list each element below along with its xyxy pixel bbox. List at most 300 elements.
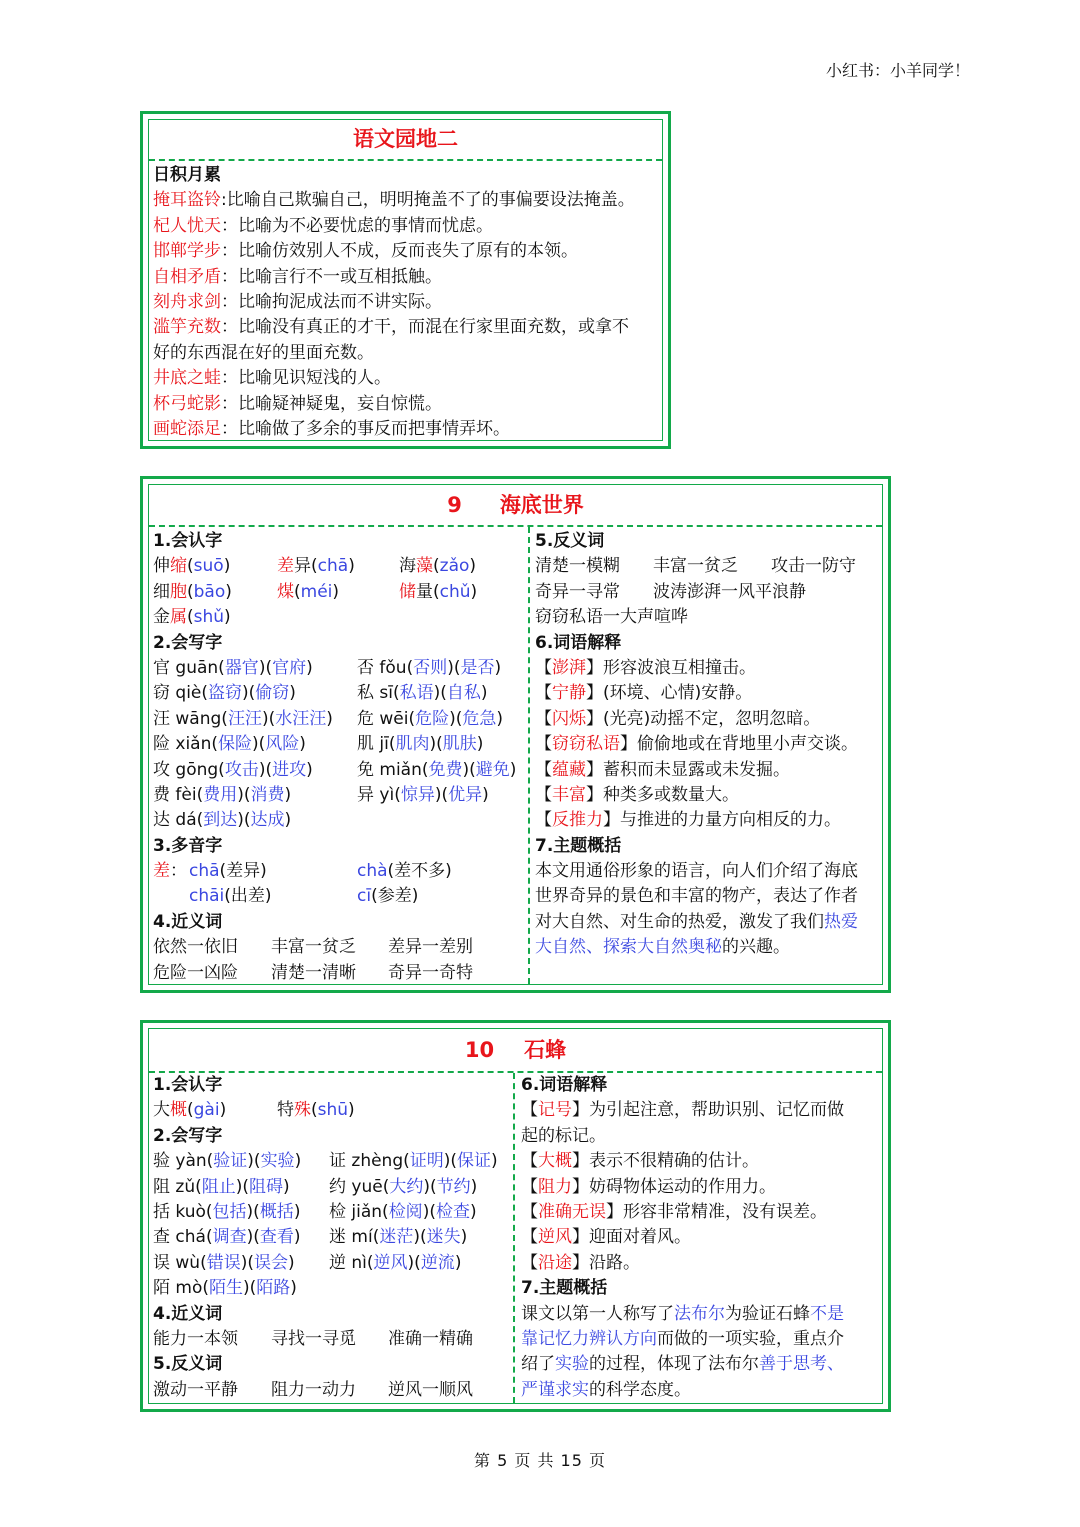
word-explanation-cont xyxy=(521,1124,881,1149)
char-plain: 大 xyxy=(153,1100,170,1121)
bracket: 】 xyxy=(586,657,603,678)
paren: )( xyxy=(422,1201,436,1222)
write-char xyxy=(357,732,483,757)
bracket: 【 xyxy=(535,784,552,805)
word-explanation xyxy=(521,1175,881,1200)
example-word: 陌生 xyxy=(209,1278,244,1299)
section-heading: 5.反义词 xyxy=(153,1354,223,1375)
example-word: 查看 xyxy=(259,1227,294,1248)
char-with-pinyin: 窃 qiè xyxy=(153,683,202,704)
paren: ( xyxy=(366,1252,374,1273)
example-word: 误会 xyxy=(254,1252,288,1273)
char-with-pinyin: 约 yuē xyxy=(329,1176,383,1197)
example-word: 危急 xyxy=(462,708,497,729)
example-word: 达成 xyxy=(250,810,285,831)
bracket: 】 xyxy=(572,1176,589,1197)
paren: ( xyxy=(406,657,414,678)
char-target: 缩 xyxy=(170,556,187,577)
example-word: 到达 xyxy=(203,810,238,831)
paren: )( xyxy=(243,1278,257,1299)
write-char xyxy=(329,1225,467,1250)
bracket: 】 xyxy=(620,734,637,755)
pinyin: chāi xyxy=(189,886,225,907)
word-pair: 清楚一清晰 xyxy=(271,962,356,983)
paren: )( xyxy=(247,1151,261,1172)
idiom-separator: ： xyxy=(221,418,238,439)
recognize-char xyxy=(399,580,477,605)
explanation: 沿路。 xyxy=(589,1252,640,1273)
theme-text: 对大自然、对生命的热爱，激发了我们 xyxy=(535,911,824,932)
example-word: 节约 xyxy=(436,1176,471,1197)
lesson9-right-column xyxy=(535,529,880,961)
bracket: 【 xyxy=(521,1100,538,1121)
theme-line: 世界奇异的景色和丰富的物产，表达了作者 xyxy=(535,886,858,907)
example-word: 概括 xyxy=(259,1201,294,1222)
lesson10-right-column xyxy=(521,1073,881,1403)
example-word: 大约 xyxy=(389,1176,424,1197)
explanation: 种类多或数量大。 xyxy=(603,784,739,805)
bracket: 【 xyxy=(521,1176,538,1197)
write-char xyxy=(357,656,501,681)
recognize-row xyxy=(153,554,525,579)
char-with-pinyin: 阻 zǔ xyxy=(153,1176,196,1197)
theme-keyword: 不是 xyxy=(810,1303,844,1324)
char-target: 差 xyxy=(277,556,294,577)
example-word: 包括 xyxy=(212,1201,247,1222)
paren: ) xyxy=(470,1176,478,1197)
section-heading: 7.主题概括 xyxy=(535,835,622,856)
column-divider xyxy=(513,1073,515,1403)
idiom-term: 掩耳盗铃 xyxy=(153,190,221,211)
section-heading: 4.近义词 xyxy=(153,911,223,932)
word-pair: 依然一依旧 xyxy=(153,937,238,958)
char-close: ) xyxy=(225,581,232,602)
paren: ( xyxy=(200,1252,207,1273)
paren: )( xyxy=(237,784,251,805)
example-word: 私语 xyxy=(399,683,434,704)
word-pair: 奇异一寻常 xyxy=(535,581,620,602)
explanation: (光亮)动摇不定，忽明忽暗。 xyxy=(603,708,821,729)
paren: )( xyxy=(443,1151,458,1172)
char-with-pinyin: 险 xiǎn xyxy=(153,734,212,755)
bracket: 】 xyxy=(572,1100,589,1121)
idiom-separator: ： xyxy=(221,393,238,414)
pinyin: suō xyxy=(193,556,224,577)
pinyin: chā xyxy=(317,556,349,577)
explanation: 与推进的力量方向相反的力。 xyxy=(620,810,841,831)
paren: )( xyxy=(242,683,256,704)
idiom-row xyxy=(153,417,663,442)
char-open: ( xyxy=(433,556,440,577)
bracket: 【 xyxy=(535,810,552,831)
example-word: 肌肉 xyxy=(395,734,430,755)
paren: ( xyxy=(403,1151,410,1172)
theme-keyword: 靠记忆力辨认方向 xyxy=(521,1328,657,1349)
example-word: 否则 xyxy=(413,657,448,678)
idiom-row xyxy=(153,392,663,417)
paren: ( xyxy=(382,1176,390,1197)
example-word: 实验 xyxy=(260,1151,295,1172)
explanation: 形容非常精准，没有误差。 xyxy=(623,1201,827,1222)
explanation: 迎面对着风。 xyxy=(589,1227,691,1248)
char-with-pinyin: 费 fèi xyxy=(153,784,197,805)
word-pair: 攻击一防守 xyxy=(771,556,856,577)
word-explanation xyxy=(535,783,880,808)
explained-word: 宁静 xyxy=(552,683,586,704)
theme-keyword: 善于思考、 xyxy=(759,1354,844,1375)
char-with-pinyin: 达 dá xyxy=(153,810,197,831)
bracket: 【 xyxy=(521,1151,538,1172)
write-char xyxy=(329,1200,477,1225)
paren: ( xyxy=(372,1227,380,1248)
example-word: 自私 xyxy=(446,683,481,704)
write-char xyxy=(357,783,489,808)
polyphone-row xyxy=(153,859,525,884)
example-word: 迷茫 xyxy=(379,1227,414,1248)
polyphone-char: 差 xyxy=(153,861,170,882)
example-word: 阻止 xyxy=(201,1176,236,1197)
example-word: 免费 xyxy=(428,759,463,780)
write-char xyxy=(153,732,306,757)
write-char xyxy=(153,1251,295,1276)
bracket: 【 xyxy=(521,1252,538,1273)
paren: )( xyxy=(258,759,273,780)
recognize-row xyxy=(153,580,525,605)
section-heading: 6.词语解释 xyxy=(535,632,622,653)
word-pair: 差异一差别 xyxy=(388,937,473,958)
paren: ) xyxy=(289,683,296,704)
paren: )( xyxy=(449,708,463,729)
idiom-row xyxy=(153,214,663,239)
write-char xyxy=(153,1200,300,1225)
synonym-row xyxy=(153,1327,509,1352)
recognize-char xyxy=(153,605,231,630)
example-word: 惊异 xyxy=(400,784,435,805)
char-with-pinyin: 肌 jī xyxy=(357,734,389,755)
write-row xyxy=(153,681,525,706)
example-word: 保险 xyxy=(218,734,253,755)
paren: ( xyxy=(205,1201,213,1222)
explained-word: 记号 xyxy=(538,1100,572,1121)
paren: )( xyxy=(235,1176,250,1197)
explained-word: 阻力 xyxy=(538,1176,572,1197)
example-word: 进攻 xyxy=(272,759,307,780)
paren: ) xyxy=(294,1151,302,1172)
lesson10-title xyxy=(149,1029,882,1073)
pinyin: gài xyxy=(193,1100,220,1121)
paren: ) xyxy=(283,1176,290,1197)
recognize-char xyxy=(277,1098,355,1123)
paren: ) xyxy=(284,784,292,805)
paren: ) xyxy=(293,1227,301,1248)
word-pair: 逆风一顺风 xyxy=(388,1379,473,1400)
example-word: 检查 xyxy=(435,1201,470,1222)
theme-line xyxy=(535,935,880,960)
example-word: 汪汪 xyxy=(227,708,262,729)
example-word: 器官 xyxy=(224,657,259,678)
paren: ) xyxy=(482,784,489,805)
char-with-pinyin: 检 jiǎn xyxy=(329,1201,383,1222)
example-word: 消费 xyxy=(250,784,285,805)
recognize-char xyxy=(153,554,230,579)
char-with-pinyin: 逆 nì xyxy=(329,1252,367,1273)
theme-text: 的过程，体现了法布尔 xyxy=(589,1354,759,1375)
write-row xyxy=(153,1251,509,1276)
idiom-separator: ： xyxy=(221,317,238,338)
paren: ) xyxy=(494,657,502,678)
paren: )( xyxy=(429,734,443,755)
theme-text: 而做的一项实验，重点介 xyxy=(657,1328,844,1349)
char-open: ( xyxy=(187,581,194,602)
bracket: 】 xyxy=(586,708,603,729)
idiom-term: 杯弓蛇影 xyxy=(153,393,221,414)
paren: )( xyxy=(246,1227,260,1248)
section-heading: 2.会写字 xyxy=(153,632,223,653)
char-close: ) xyxy=(224,607,231,628)
pinyin: méi xyxy=(300,581,333,602)
write-char xyxy=(153,656,313,681)
paren: )( xyxy=(258,657,273,678)
example-word: 迷失 xyxy=(426,1227,461,1248)
char-plain: 海 xyxy=(399,556,416,577)
idiom-separator: ： xyxy=(221,241,238,262)
char-with-pinyin: 官 guān xyxy=(153,657,219,678)
idiom-definition: 比喻做了多余的事反而把事情弄坏。 xyxy=(238,418,510,439)
write-char xyxy=(357,758,516,783)
explained-word: 准确无误 xyxy=(538,1201,606,1222)
write-row xyxy=(153,1149,509,1174)
polyphone-row xyxy=(153,884,525,909)
paren: ( xyxy=(205,1227,213,1248)
write-char xyxy=(153,681,296,706)
example-word: 肌肤 xyxy=(442,734,477,755)
theme-line xyxy=(521,1378,881,1403)
theme-line: 本文用通俗形象的语言，向人们介绍了海底 xyxy=(535,861,858,882)
paren: )( xyxy=(433,683,447,704)
example-word: 逆风 xyxy=(373,1252,408,1273)
column-divider xyxy=(528,527,530,984)
idiom-term: 刻舟求剑 xyxy=(153,291,221,312)
paren: )( xyxy=(447,657,461,678)
pinyin: chā xyxy=(189,861,220,882)
example-word: 是否 xyxy=(460,657,495,678)
paren: ( xyxy=(388,734,396,755)
write-row xyxy=(153,656,525,681)
example-word: 偷窃 xyxy=(255,683,290,704)
garden-title: 语文园地二 xyxy=(149,120,662,161)
example-word: 避免 xyxy=(475,759,510,780)
word-pair: 寻找一寻觅 xyxy=(271,1328,356,1349)
write-row xyxy=(153,808,525,833)
write-char xyxy=(329,1175,477,1200)
word-explanation xyxy=(535,707,880,732)
char-with-pinyin: 误 wù xyxy=(153,1252,201,1273)
example-word: 盗窃 xyxy=(208,683,243,704)
example-word: 保证 xyxy=(457,1151,492,1172)
word-explanation xyxy=(535,681,880,706)
bracket: 【 xyxy=(535,734,552,755)
page-footer: 第 5 页 共 15 页 xyxy=(474,1451,606,1470)
char-target: 藻 xyxy=(416,556,433,577)
paren: ) xyxy=(496,708,504,729)
write-row xyxy=(153,783,525,808)
idiom-separator: ： xyxy=(221,291,238,312)
section-heading: 3.多音字 xyxy=(153,835,223,856)
recognize-char xyxy=(277,554,355,579)
lesson-number: 10 xyxy=(464,1038,495,1062)
synonym-row xyxy=(153,961,525,986)
section-heading: 日积月累 xyxy=(153,165,221,185)
paren: )( xyxy=(434,784,449,805)
paren: ) xyxy=(454,1252,462,1273)
lesson9-title xyxy=(149,485,882,527)
char-open: ( xyxy=(187,1100,194,1121)
antonym-row xyxy=(535,605,880,630)
recognize-char xyxy=(277,580,339,605)
idiom-term: 井底之蛙 xyxy=(153,368,221,389)
idiom-row xyxy=(153,315,663,340)
paren: ) xyxy=(460,1227,468,1248)
word-explanation xyxy=(535,758,880,783)
paren: ) xyxy=(326,708,333,729)
char-with-pinyin: 括 kuò xyxy=(153,1201,206,1222)
antonym-row xyxy=(535,554,880,579)
write-char xyxy=(153,1175,290,1200)
word-explanation xyxy=(521,1149,881,1174)
theme-text: 课文以第一人称写了 xyxy=(521,1303,674,1324)
idiom-definition: 比喻仿效别人不成，反而丧失了原有的本领。 xyxy=(238,241,578,262)
write-char xyxy=(357,707,503,732)
example-word: 错误 xyxy=(206,1252,241,1273)
paren: )( xyxy=(252,734,266,755)
char-close: ) xyxy=(332,581,340,602)
idiom-row xyxy=(153,366,663,391)
paren: )( xyxy=(261,708,276,729)
idiom-row xyxy=(153,341,663,366)
explained-word: 窃窃私语 xyxy=(552,734,620,755)
char-plain: 伸 xyxy=(153,556,170,577)
word-explanation xyxy=(521,1225,881,1250)
char-with-pinyin: 证 zhèng xyxy=(329,1151,404,1172)
paren: ) xyxy=(509,759,517,780)
paren: ( xyxy=(196,810,204,831)
bracket: 【 xyxy=(535,759,552,780)
example-word: 水汪汪 xyxy=(275,708,327,729)
paren: )( xyxy=(246,1201,260,1222)
explained-word: 逆风 xyxy=(538,1227,572,1248)
pinyin: chǔ xyxy=(439,581,471,602)
explained-word: 澎湃 xyxy=(552,657,586,678)
explained-word: 沿途 xyxy=(538,1252,572,1273)
theme-line xyxy=(521,1352,881,1377)
word-explanation xyxy=(535,656,880,681)
char-close: ) xyxy=(219,1100,227,1121)
section-heading: 1.会认字 xyxy=(153,1075,223,1095)
char-open: ( xyxy=(294,581,301,602)
pinyin: cī xyxy=(357,886,372,907)
theme-keyword: 大自然、探索大自然奥秘 xyxy=(535,937,722,958)
example-word: 调查 xyxy=(212,1227,247,1248)
synonym-row xyxy=(153,935,525,960)
theme-text: 的科学态度。 xyxy=(589,1379,691,1400)
example-word: 检阅 xyxy=(388,1201,423,1222)
char-target: 属 xyxy=(170,607,187,628)
lesson-number: 9 xyxy=(447,493,462,517)
example-word: 优异 xyxy=(448,784,483,805)
idiom-row xyxy=(153,290,663,315)
bracket: 【 xyxy=(535,683,552,704)
paren: ( xyxy=(211,734,219,755)
pinyin: shū xyxy=(317,1100,349,1121)
char-with-pinyin: 验 yàn xyxy=(153,1151,207,1172)
theme-keyword: 热爱 xyxy=(824,911,858,932)
lesson-name: 海底世界 xyxy=(499,493,584,517)
paren: ( xyxy=(408,708,416,729)
lesson9-card xyxy=(140,476,891,993)
char-open: ( xyxy=(311,1100,318,1121)
explained-word: 闪烁 xyxy=(552,708,586,729)
char-with-pinyin: 汪 wāng xyxy=(153,708,222,729)
example-word: 验证 xyxy=(213,1151,248,1172)
lesson10-left-column xyxy=(153,1073,509,1403)
paren: ( xyxy=(392,683,400,704)
example-word: (参差) xyxy=(371,886,419,907)
example-word: (差不多) xyxy=(387,861,452,882)
paren: )( xyxy=(462,759,476,780)
theme-line xyxy=(535,910,880,935)
idiom-separator: : xyxy=(221,190,227,211)
example-word: 陌路 xyxy=(256,1278,291,1299)
word-pair: 清楚一模糊 xyxy=(535,556,620,577)
char-with-pinyin: 查 chá xyxy=(153,1227,206,1248)
word-pair: 危险一凶险 xyxy=(153,962,238,983)
paren: ) xyxy=(293,1201,301,1222)
bracket: 【 xyxy=(535,657,552,678)
garden-card xyxy=(140,111,671,449)
recognize-char xyxy=(153,1098,226,1123)
explanation: 为引起注意，帮助识别、记忆而做 xyxy=(589,1100,844,1121)
recognize-row xyxy=(153,605,525,630)
paren: ( xyxy=(421,759,429,780)
write-char xyxy=(153,1149,301,1174)
idiom-term: 画蛇添足 xyxy=(153,418,221,439)
theme-line xyxy=(521,1327,881,1352)
theme-keyword: 法布尔 xyxy=(674,1303,725,1324)
section-heading: 4.近义词 xyxy=(153,1303,223,1324)
section-heading: 7.主题概括 xyxy=(521,1278,608,1299)
paren: ) xyxy=(491,1151,498,1172)
char-with-pinyin: 危 wēi xyxy=(357,708,409,729)
example-word: (差异) xyxy=(219,861,267,882)
theme-line xyxy=(521,1302,881,1327)
explained-word: 大概 xyxy=(538,1151,572,1172)
char-close: ) xyxy=(348,556,355,577)
recognize-char xyxy=(153,580,232,605)
char-with-pinyin: 攻 gōng xyxy=(153,759,219,780)
paren: ) xyxy=(306,759,313,780)
word-pair: 丰富一贫乏 xyxy=(271,937,356,958)
pinyin: shǔ xyxy=(193,607,225,628)
write-char xyxy=(153,758,313,783)
explanation: 形容波浪互相撞击。 xyxy=(603,657,756,678)
idiom-term: 滥竽充数 xyxy=(153,317,221,338)
example-word: 风险 xyxy=(265,734,300,755)
explained-word: 丰富 xyxy=(552,784,586,805)
word-pair: 波涛澎湃一风平浪静 xyxy=(653,581,806,602)
write-row xyxy=(153,732,525,757)
lesson9-left-column xyxy=(153,529,525,986)
char-open: ( xyxy=(187,607,194,628)
